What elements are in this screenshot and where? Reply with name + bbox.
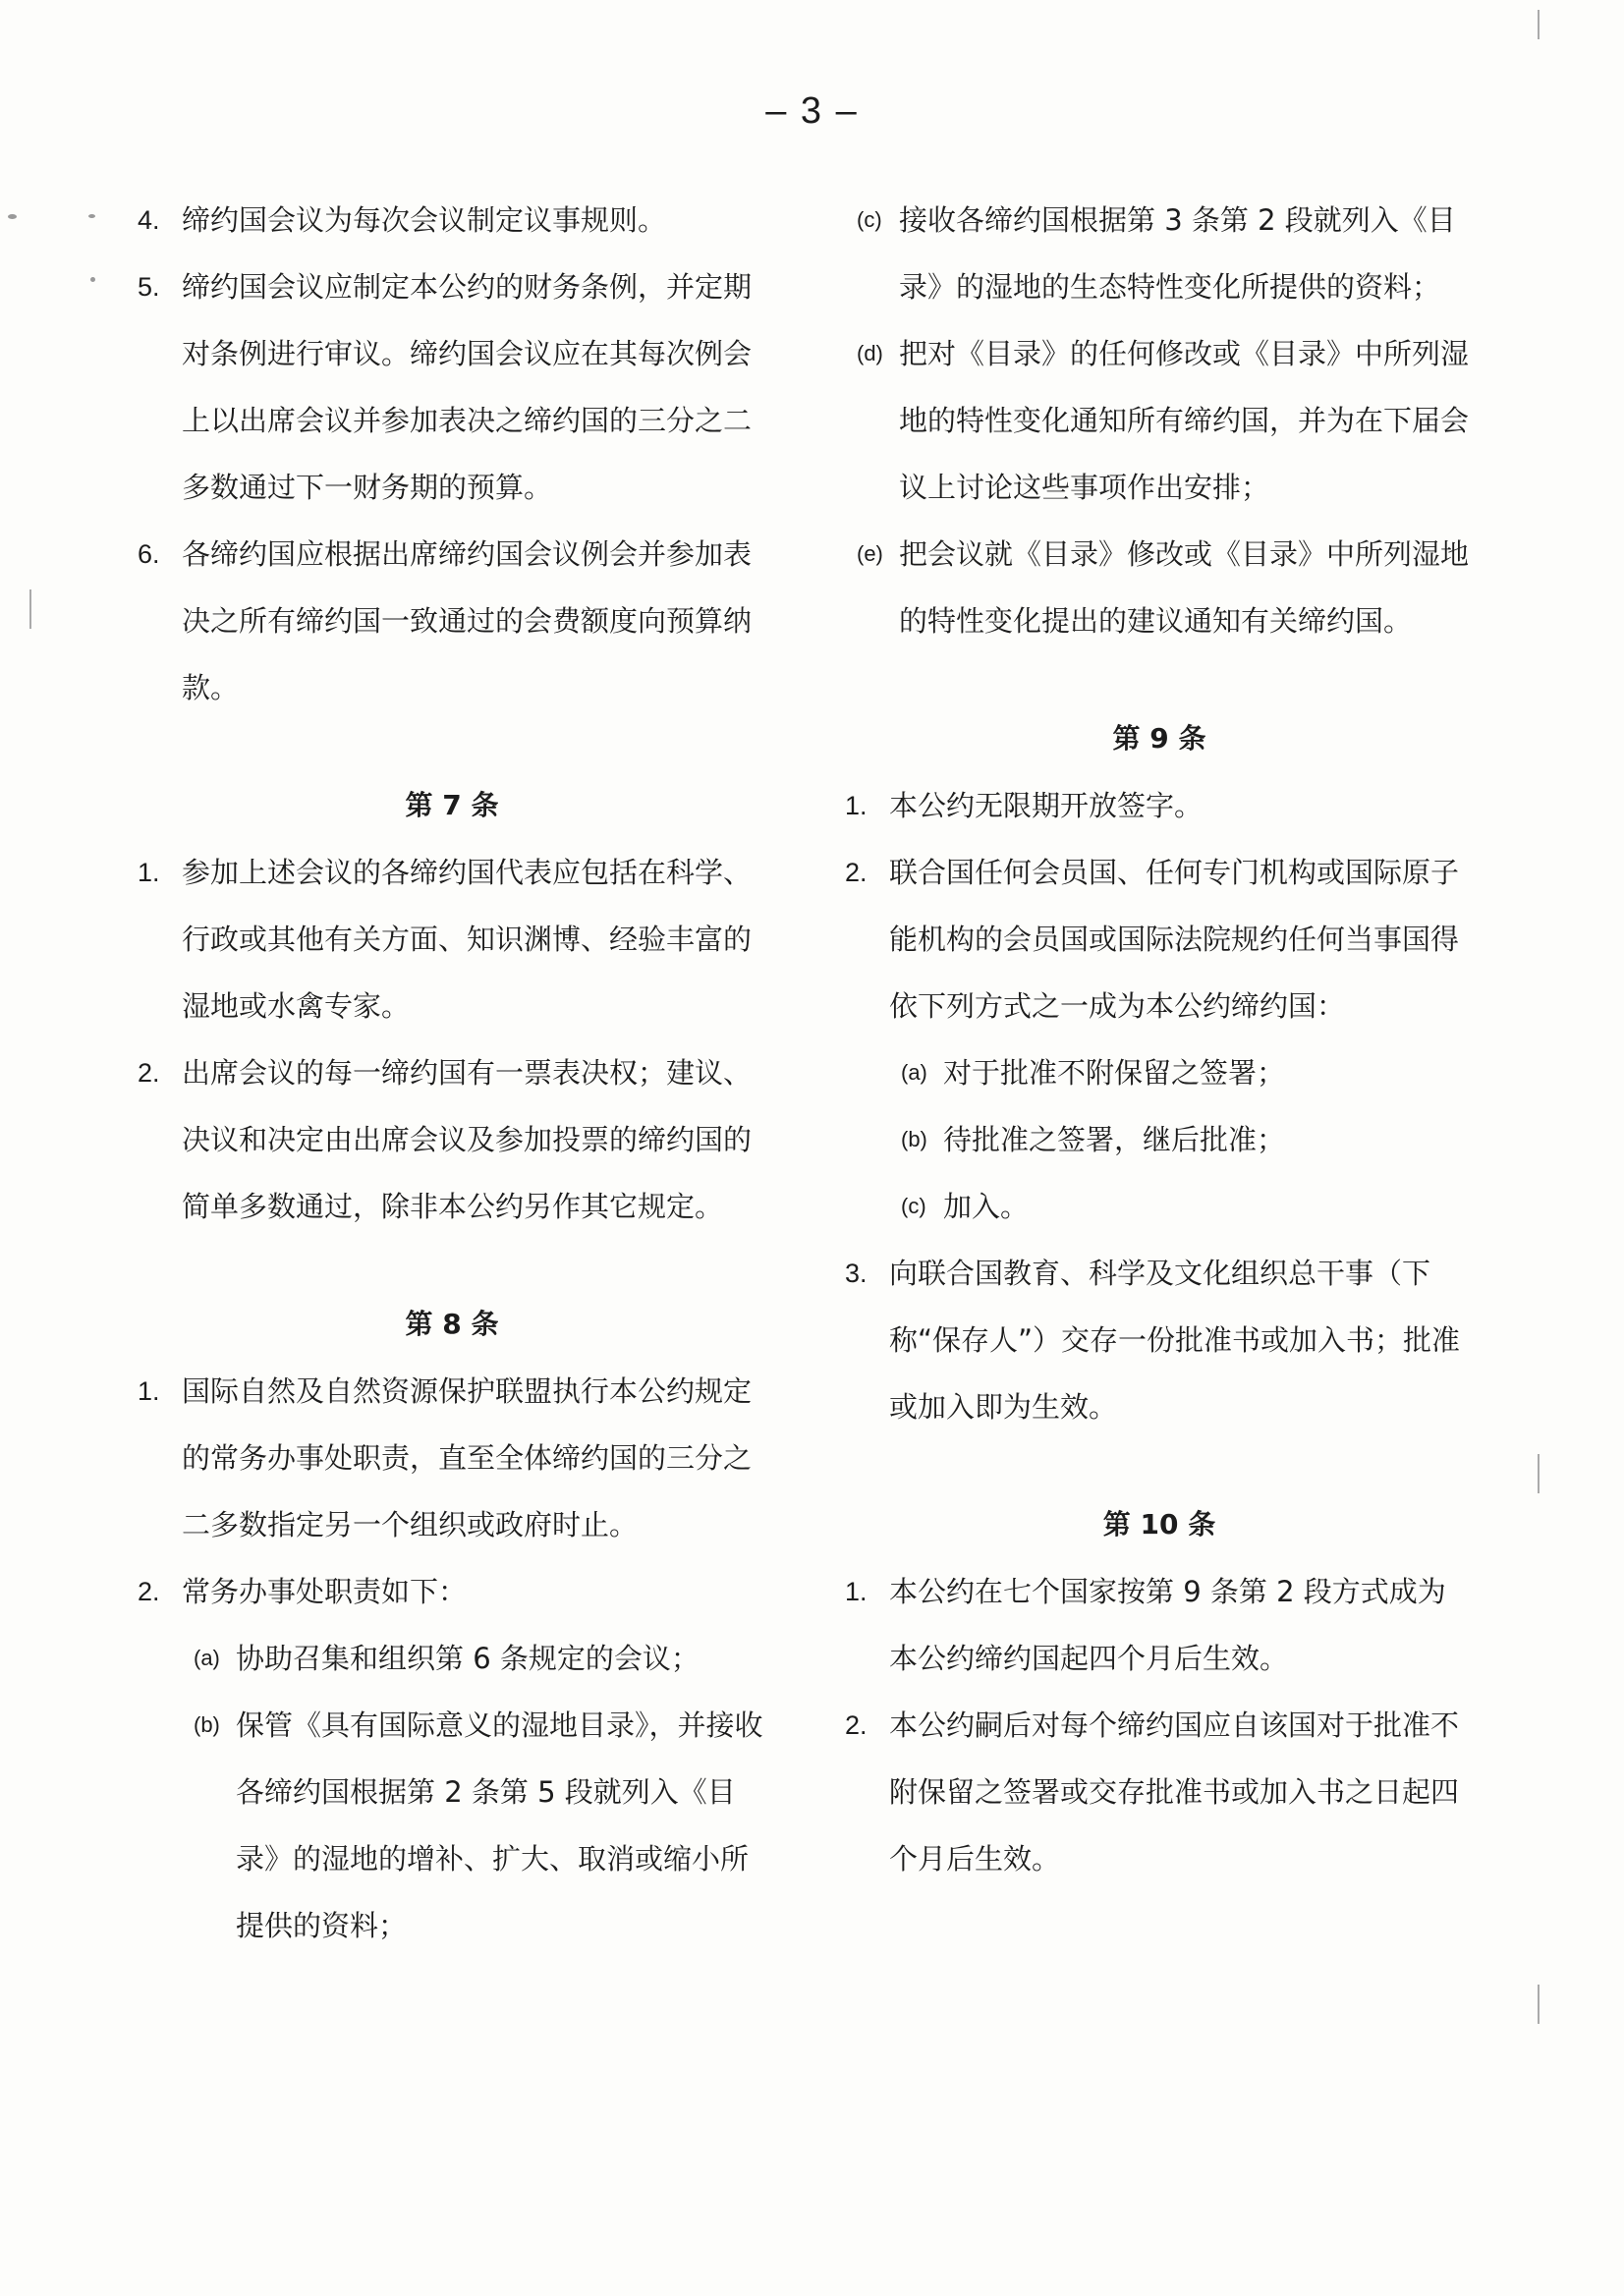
- scan-mark: [1538, 10, 1540, 39]
- item-number: 2.: [138, 1058, 160, 1088]
- scan-speck: [90, 277, 95, 282]
- item-number: 2.: [138, 1577, 160, 1606]
- list-item: [845, 1558, 1474, 1692]
- item-text: 向联合国教育、科学及文化组织总干事（下称“保存人”）交存一份批准书或加入书；批准或加入即为生效。: [889, 1257, 1461, 1424]
- scan-speck: [8, 214, 17, 219]
- sub-item-label: (e): [857, 541, 883, 566]
- item-text: 缔约国会议为每次会议制定议事规则。: [182, 203, 667, 237]
- sub-item-label: (a): [901, 1060, 927, 1085]
- sub-item: [845, 1173, 1474, 1240]
- sub-item: [138, 1625, 766, 1692]
- item-text: 缔约国会议应制定本公约的财务条例，并定期对条例进行审议。缔约国会议应在其每次例会上以出席会议并参加表决之缔约国的三分之二多数通过下一财务期的预算。: [182, 270, 753, 504]
- article-9-heading: 第 9 条: [1112, 722, 1206, 755]
- article-8-heading: 第 8 条: [405, 1308, 499, 1340]
- scan-mark: [1538, 1985, 1540, 2024]
- sub-item-text: 把会议就《目录》修改或《目录》中所列湿地的特性变化提出的建议通知有关缔约国。: [899, 537, 1470, 638]
- item-text: 本公约嗣后对每个缔约国应自该国对于批准不附保留之签署或交存批准书或加入书之日起四个月后生效。: [889, 1708, 1460, 1876]
- item-text: 本公约在七个国家按第 9 条第 2 段方式成为本公约缔约国起四个月后生效。: [889, 1575, 1446, 1675]
- sub-item: [845, 1039, 1474, 1106]
- sub-item-text: 对于批准不附保留之签署；: [943, 1056, 1286, 1090]
- sub-item: [845, 1106, 1474, 1173]
- sub-item: [845, 320, 1474, 521]
- item-number: 2.: [845, 858, 868, 887]
- left-column: [138, 187, 766, 1959]
- list-item: [138, 1358, 766, 1558]
- item-number: 4.: [138, 205, 160, 235]
- sub-item-text: 接收各缔约国根据第 3 条第 2 段就列入《目录》的湿地的生态特性变化所提供的资料；: [899, 203, 1456, 304]
- list-item: [138, 839, 766, 1039]
- item-text: 本公约无限期开放签字。: [889, 789, 1204, 822]
- item-number: 3.: [845, 1259, 868, 1288]
- sub-item-label: (c): [901, 1194, 926, 1218]
- list-item: [845, 839, 1474, 1039]
- sub-item-text: 保管《具有国际意义的湿地目录》，并接收各缔约国根据第 2 条第 5 段就列入《目录》的湿地的增补、扩大、取消或缩小所提供的资料；: [236, 1708, 763, 1942]
- list-item: [138, 1558, 766, 1625]
- sub-item: [845, 187, 1474, 320]
- scan-mark: [1538, 1454, 1540, 1493]
- sub-item-label: (a): [194, 1646, 220, 1670]
- list-item: [138, 187, 766, 253]
- sub-item: [845, 521, 1474, 654]
- item-text: 参加上述会议的各缔约国代表应包括在科学、行政或其他有关方面、知识渊博、经验丰富的湿地或水禽专家。: [182, 856, 753, 1023]
- article-10-heading: 第 10 条: [1102, 1508, 1216, 1540]
- scan-speck: [88, 214, 95, 218]
- page-number: – 3 –: [765, 90, 859, 132]
- item-number: 2.: [845, 1710, 868, 1740]
- item-number: 6.: [138, 539, 160, 569]
- item-number: 1.: [138, 1376, 160, 1406]
- list-item: [138, 521, 766, 721]
- list-item: [138, 253, 766, 521]
- scan-mark: [29, 589, 31, 629]
- item-number: 5.: [138, 272, 160, 302]
- item-text: 常务办事处职责如下：: [182, 1575, 468, 1608]
- sub-item: [138, 1692, 766, 1959]
- article-7-heading: 第 7 条: [405, 789, 499, 821]
- list-item: [845, 772, 1474, 839]
- list-item: [138, 1039, 766, 1240]
- sub-item-text: 加入。: [943, 1190, 1030, 1223]
- sub-item-text: 协助召集和组织第 6 条规定的会议；: [236, 1642, 700, 1675]
- sub-item-label: (c): [857, 207, 882, 232]
- item-text: 国际自然及自然资源保护联盟执行本公约规定的常务办事处职责，直至全体缔约国的三分之二多数指定另一个组织或政府时止。: [182, 1374, 753, 1541]
- sub-item-label: (d): [857, 341, 883, 365]
- item-number: 1.: [845, 1577, 868, 1606]
- list-item: [845, 1692, 1474, 1892]
- sub-item-text: 待批准之签署，继后批准；: [943, 1123, 1286, 1156]
- sub-item-label: (b): [901, 1127, 927, 1151]
- right-column: [845, 187, 1474, 1892]
- list-item: [845, 1240, 1474, 1440]
- item-text: 联合国任何会员国、任何专门机构或国际原子能机构的会员国或国际法院规约任何当事国得依下列方式之一成为本公约缔约国：: [889, 856, 1460, 1023]
- item-text: 出席会议的每一缔约国有一票表决权；建议、决议和决定由出席会议及参加投票的缔约国的简单多数通过，除非本公约另作其它规定。: [182, 1056, 753, 1223]
- sub-item-text: 把对《目录》的任何修改或《目录》中所列湿地的特性变化通知所有缔约国，并为在下届会议上讨论这些事项作出安排；: [899, 337, 1470, 504]
- item-number: 1.: [845, 791, 868, 820]
- sub-item-label: (b): [194, 1712, 220, 1737]
- item-number: 1.: [138, 858, 160, 887]
- item-text: 各缔约国应根据出席缔约国会议例会并参加表决之所有缔约国一致通过的会费额度向预算纳款。: [182, 537, 753, 704]
